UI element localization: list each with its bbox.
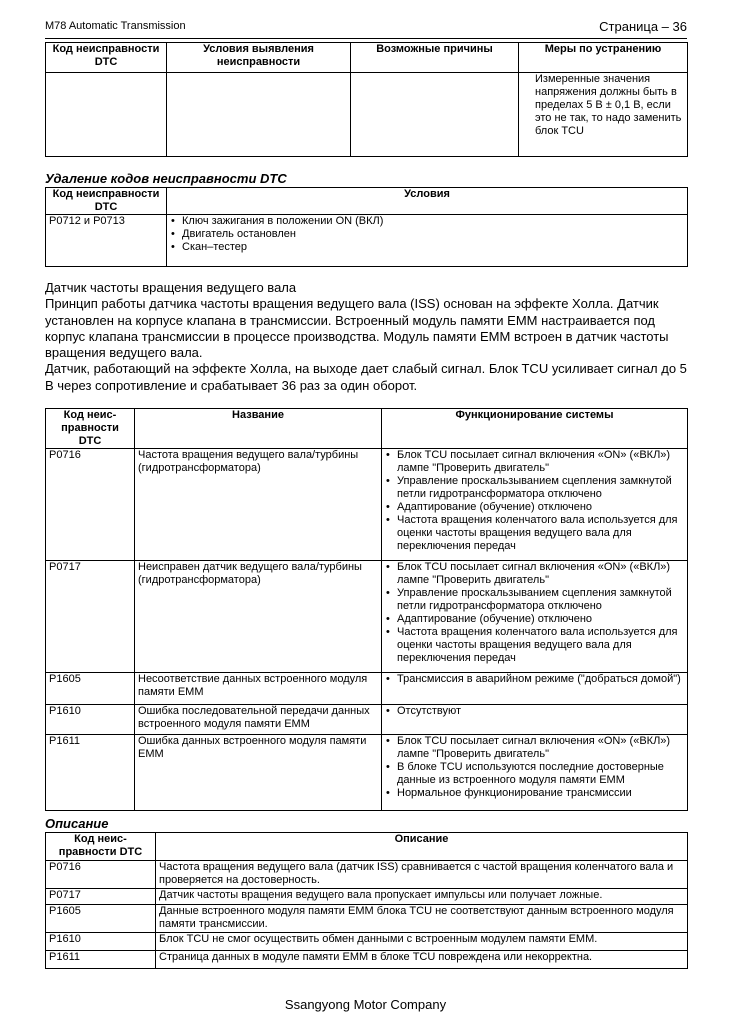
- dtc-code: P1605: [46, 905, 156, 933]
- function-cell: [382, 735, 688, 811]
- dtc-name: Частота вращения ведущего вала/турбины (гидротрансформатора): [135, 449, 382, 561]
- table-header: Условия: [167, 188, 688, 215]
- table-row: [46, 951, 688, 969]
- dtc-code: P0717: [46, 889, 156, 905]
- table-cell: [46, 73, 167, 157]
- paragraph: Принцип работы датчика частоты вращения ведущего вала (ISS) основан на эффекте Холла. Датчик установлен на корпусе клапана в трансмиссии. Встроенный модуль памяти EMM настраивается под корпус клапана трансмиссии в процессе производства. Модуль памяти EMM встроен в датчик частоты вращения ведущего вала.: [45, 296, 669, 361]
- table-cell: [351, 73, 519, 157]
- table-header: Возможные причины: [351, 43, 519, 73]
- table-header: Код неисправности DTC: [46, 43, 167, 73]
- footer-company: Ssangyong Motor Company: [284, 997, 447, 1012]
- list-item: • Нормальное функционирование трансмиссии: [397, 787, 684, 800]
- list-item: • Блок TCU посылает сигнал включения «ON» («ВКЛ») лампе "Проверить двигатель": [397, 561, 684, 587]
- function-cell: [382, 705, 688, 735]
- list-item: • Двигатель остановлен: [182, 228, 684, 241]
- table-row: [46, 933, 688, 951]
- table-row: [46, 861, 688, 889]
- section-title-delete-dtc: Удаление кодов неисправности DTC: [45, 171, 287, 186]
- list-item: • Частота вращения коленчатого вала используется для оценки частоты вращения ведущего вала для переключения передач: [397, 514, 684, 553]
- page-number: Страница – 36: [599, 19, 687, 34]
- table-header: Код неисправности DTC: [46, 188, 167, 215]
- dtc-name: Несоответствие данных встроенного модуля памяти EMM: [135, 673, 382, 705]
- header-divider: [45, 38, 687, 39]
- document-header-title: M78 Automatic Transmission: [45, 20, 186, 32]
- list-item: • Управление проскальзыванием сцепления замкнутой петли гидротрансформатора отключено: [397, 475, 684, 501]
- function-cell: [382, 673, 688, 705]
- dtc-function-table: [45, 408, 688, 811]
- table-header: Условия выявления неисправности: [167, 43, 351, 73]
- dtc-code: P0712 и P0713: [46, 215, 167, 267]
- table-row: [46, 705, 688, 735]
- sensor-description: [45, 280, 690, 394]
- dtc-code: P1611: [46, 735, 135, 811]
- table-header: Функционирование системы: [382, 409, 688, 449]
- delete-dtc-table: [45, 187, 688, 267]
- list-item: • Управление проскальзыванием сцепления замкнутой петли гидротрансформатора отключено: [397, 587, 684, 613]
- table-header: Описание: [156, 833, 688, 861]
- list-item: • Трансмиссия в аварийном режиме ("добраться домой"): [397, 673, 684, 686]
- dtc-code: P1605: [46, 673, 135, 705]
- table-row: [46, 735, 688, 811]
- paragraph: Датчик, работающий на эффекте Холла, на выходе дает слабый сигнал. Блок TCU усиливает сигнал до 5 В через сопротивление и срабатывает 36 раз за один оборот.: [45, 361, 687, 393]
- conditions-cell: [167, 215, 688, 267]
- description-text: Данные встроенного модуля памяти EMM блока TCU не соответствуют данным встроенного модуля памяти трансмиссии.: [156, 905, 688, 933]
- dtc-continuation-table: [45, 42, 688, 157]
- dtc-code: P0716: [46, 861, 156, 889]
- function-cell: [382, 561, 688, 673]
- table-header: Код неис-правности DTC: [46, 833, 156, 861]
- table-row: [46, 889, 688, 905]
- dtc-code: P1610: [46, 705, 135, 735]
- list-item: • Адаптирование (обучение) отключено: [397, 501, 684, 514]
- description-text: Частота вращения ведущего вала (датчик ISS) сравнивается с частой вращения коленчатого вала и проверяется на достоверность.: [156, 861, 688, 889]
- table-header: Меры по устранению: [519, 43, 688, 73]
- list-item: • Отсутствуют: [397, 705, 684, 718]
- description-text: Страница данных в модуле памяти EMM в блоке TCU повреждена или некорректна.: [156, 951, 688, 969]
- dtc-code: P1611: [46, 951, 156, 969]
- table-row: [46, 673, 688, 705]
- table-row: [46, 449, 688, 561]
- dtc-code: P0717: [46, 561, 135, 673]
- table-row: [46, 561, 688, 673]
- table-row: [46, 905, 688, 933]
- list-item: • Ключ зажигания в положении ON (ВКЛ): [182, 215, 684, 228]
- table-cell: Измеренные значения напряжения должны быть в пределах 5 В ± 0,1 В, если это не так, то надо заменить блок TCU: [519, 73, 688, 157]
- table-header: Название: [135, 409, 382, 449]
- function-cell: [382, 449, 688, 561]
- paragraph-title: Датчик частоты вращения ведущего вала: [45, 280, 297, 295]
- dtc-code: P1610: [46, 933, 156, 951]
- description-text: Датчик частоты вращения ведущего вала пропускает импульсы или получает ложные.: [156, 889, 688, 905]
- table-cell: [167, 73, 351, 157]
- description-table: [45, 832, 688, 969]
- dtc-name: Ошибка последовательной передачи данных встроенного модуля памяти EMM: [135, 705, 382, 735]
- dtc-code: P0716: [46, 449, 135, 561]
- list-item: • Блок TCU посылает сигнал включения «ON» («ВКЛ») лампе "Проверить двигатель": [397, 735, 684, 761]
- description-text: Блок TCU не смог осуществить обмен данными с встроенным модулем памяти EMM.: [156, 933, 688, 951]
- dtc-name: Ошибка данных встроенного модуля памяти EMM: [135, 735, 382, 811]
- list-item: • Адаптирование (обучение) отключено: [397, 613, 684, 626]
- section-title-description: Описание: [45, 816, 109, 831]
- list-item: • В блоке TCU используются последние достоверные данные из встроенного модуля памяти EMM: [397, 761, 684, 787]
- table-header: Код неис-правности DTC: [46, 409, 135, 449]
- list-item: • Блок TCU посылает сигнал включения «ON» («ВКЛ») лампе "Проверить двигатель": [397, 449, 684, 475]
- dtc-name: Неисправен датчик ведущего вала/турбины (гидротрансформатора): [135, 561, 382, 673]
- list-item: • Частота вращения коленчатого вала используется для оценки частоты вращения ведущего вала для переключения передач: [397, 626, 684, 665]
- list-item: • Скан–тестер: [182, 241, 684, 254]
